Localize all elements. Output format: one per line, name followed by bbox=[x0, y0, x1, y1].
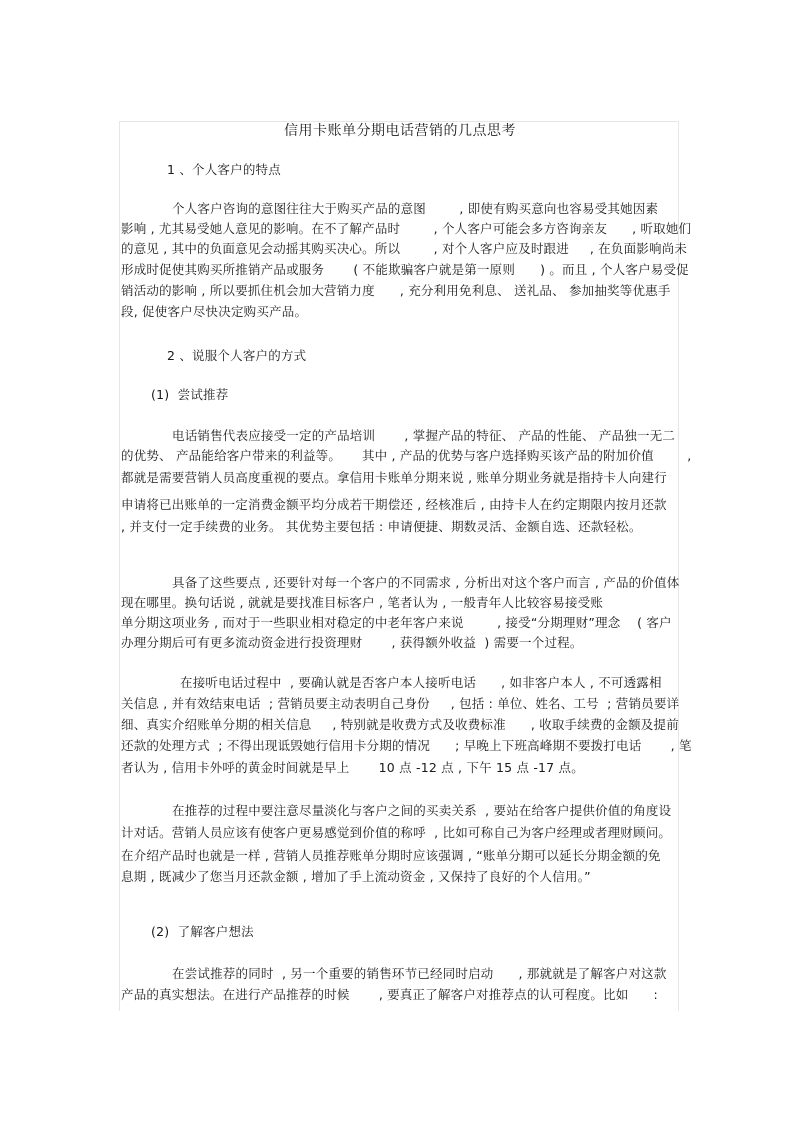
paragraph-line: 产品的真实想法。在进行产品推荐的时候 , 要真正了解客户对推荐点的认可程度。比如 : bbox=[121, 987, 658, 1002]
subsection-1-heading: (1) 尝试推荐 bbox=[151, 387, 229, 402]
paragraph-line: 销活动的影响 , 所以要抓住机会加大营销力度 , 充分利用免利息、 送礼品、 参加抽奖等优惠手 bbox=[121, 283, 671, 298]
paragraph-line: 影响 , 尤其易受她人意见的影响。在不了解产品时 , 个人客户可能会多方咨询亲友 , 听取她们 bbox=[121, 221, 692, 236]
paragraph-line: 电话销售代表应接受一定的产品培训 , 掌握产品的特征、 产品的性能、 产品独一无二 bbox=[172, 428, 676, 443]
paragraph-line: 办理分期后可有更多流动资金进行投资理财 , 获得额外收益 ) 需要一个过程。 bbox=[121, 635, 583, 650]
paragraph-line: 现在哪里。换句话说 , 就就是要找准目标客户 , 笔者认为 , 一般青年人比较容易接受账 bbox=[121, 595, 604, 610]
paragraph-line: 形成时促使其购买所推销产品或服务 ( 不能欺骗客户就是第一原则 ) 。而且 , 个人客户易受促 bbox=[121, 262, 689, 277]
paragraph-line: 个人客户咨询的意图往往大于购买产品的意图 , 即使有购买意向也容易受其她因素 bbox=[172, 201, 659, 216]
paragraph-line: 计对话。营销人员应该有使客户更易感觉到价值的称呼 , 比如可称自己为客户经理或者理财顾问。 bbox=[121, 825, 672, 840]
paragraph-line: 在推荐的过程中要注意尽量淡化与客户之间的买卖关系 , 要站在给客户提供价值的角度设 bbox=[172, 803, 672, 818]
section-1-heading: 1 、个人客户的特点 bbox=[167, 162, 281, 177]
paragraph-line: 的优势、 产品能给客户带来的利益等。 其中 , 产品的优势与客户选择购买该产品的附加价值 , bbox=[121, 448, 692, 463]
paragraph-line: 都就是需要营销人员高度重视的要点。拿信用卡账单分期来说 , 账单分期业务就是指持卡人向建行 bbox=[121, 470, 667, 485]
paragraph-line: 关信息 , 并有效结束电话 ; 营销员要主动表明自己身份 , 包括 : 单位、姓名、工号 ; 营销员要详 bbox=[121, 696, 680, 711]
paragraph-line: 的意见 , 其中的负面意见会动摇其购买决心。所以 , 对个人客户应及时跟进 , 在负面影响尚未 bbox=[121, 241, 688, 256]
document-title: 信用卡账单分期电话营销的几点思考 bbox=[284, 123, 516, 139]
paragraph-line: 具备了这些要点 , 还要针对每一个客户的不同需求 , 分析出对这个客户而言 , 产品的价值体 bbox=[172, 575, 680, 590]
paragraph-line: 在尝试推荐的同时 , 另一个重要的销售环节已经同时启动 , 那就就是了解客户对这款 bbox=[172, 966, 667, 981]
paragraph-line: 申请将已出账单的一定消费金额平均分成若干期偿还 , 经核准后 , 由持卡人在约定期限内按月还款 bbox=[121, 497, 667, 512]
paragraph-line: 还款的处理方式 ; 不得出现诋毁她行信用卡分期的情况 ; 早晚上下班高峰期不要拨打电话 , 笔 bbox=[121, 738, 692, 753]
paragraph-line: 在介绍产品时也就是一样 , 营销人员推荐账单分期时应该强调 , “账单分期可以延长分期金额的免 bbox=[121, 848, 661, 863]
paragraph-line: 细、真实介绍账单分期的相关信息 , 特别就是收费方式及收费标准 , 收取手续费的金额及提前 bbox=[121, 717, 679, 732]
paragraph-line: 段, 促使客户尽快决定购买产品。 bbox=[121, 304, 308, 319]
paragraph-line: 者认为 , 信用卡外呼的黄金时间就是早上 10 点 -12 点 , 下午 15 点 -17 点。 bbox=[121, 760, 584, 775]
paragraph-line: 单分期这项业务 , 而对于一些职业相对稳定的中老年客户来说 , 接受“分期理财”理念 ( 客户 bbox=[121, 615, 672, 630]
paragraph-line: 在接听电话过程中 , 要确认就是否客户本人接听电话 , 如非客户本人 , 不可透露相 bbox=[180, 675, 662, 690]
paragraph-line: , 并支付一定手续费的业务。 其优势主要包括 : 申请便捷、期数灵活、金额自选、还款轻松。 bbox=[121, 519, 642, 534]
paragraph-line: 息期 , 既减少了您当月还款金额 , 增加了手上流动资金 , 又保持了良好的个人信用。” bbox=[121, 869, 591, 884]
section-2-heading: 2 、说服个人客户的方式 bbox=[167, 348, 307, 363]
subsection-2-heading: (2) 了解客户想法 bbox=[151, 924, 254, 939]
